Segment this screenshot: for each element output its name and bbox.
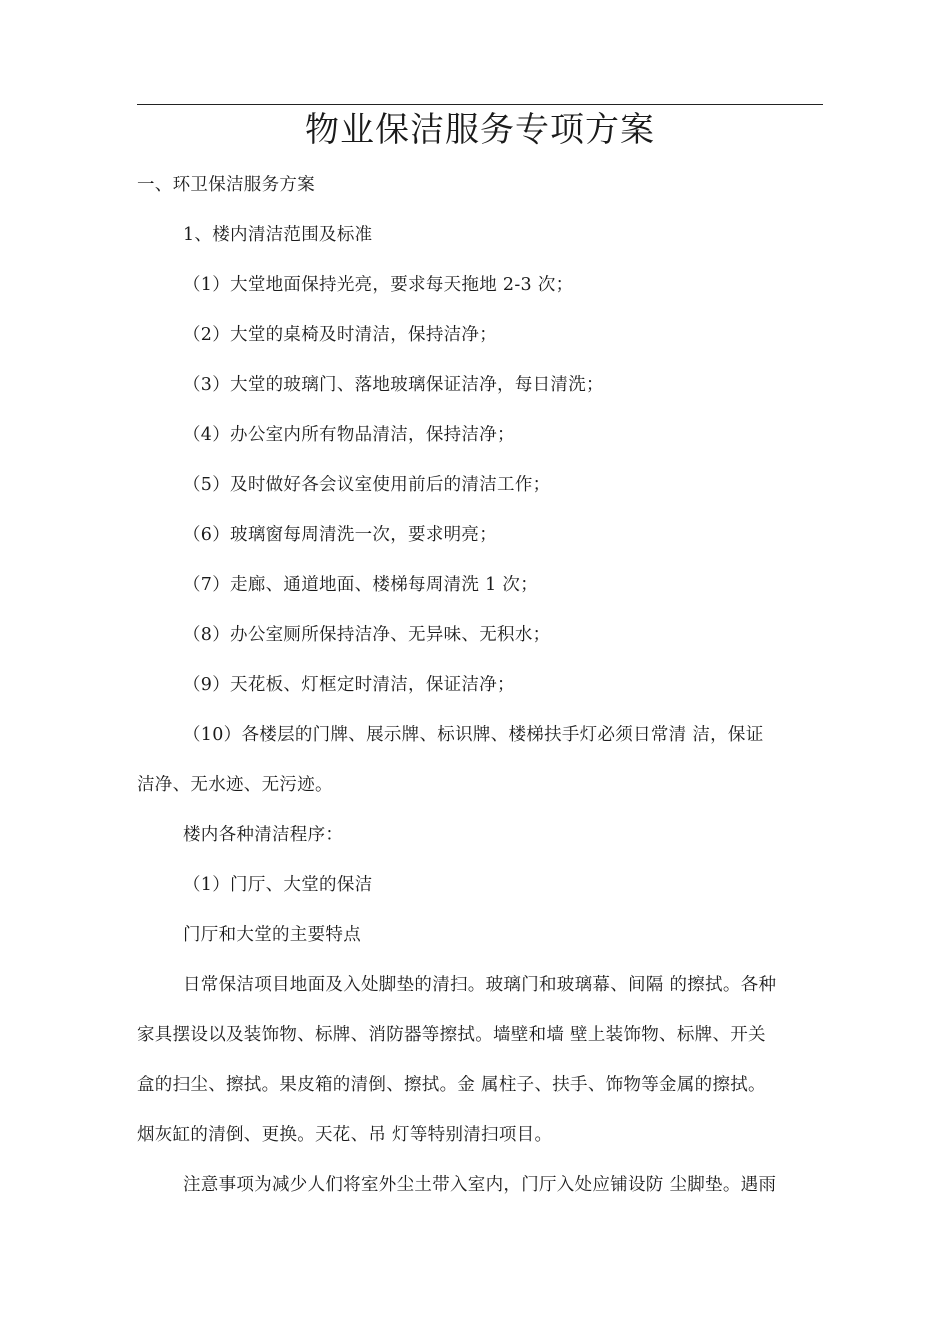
standard-item-10-line-2: 洁净、无水迹、无污迹。 (137, 775, 333, 795)
standard-item-4: （4）办公室内所有物品清洁，保持洁净； (183, 425, 515, 445)
header-rule (137, 104, 823, 105)
standard-item-8: （8）办公室厕所保持洁净、无异味、无积水； (183, 625, 551, 645)
procedure-1-heading: （1）门厅、大堂的保洁 (183, 875, 373, 895)
standard-item-6: （6）玻璃窗每周清洗一次，要求明亮； (183, 525, 498, 545)
document-title: 物业保洁服务专项方案 (305, 110, 655, 150)
standard-item-2: （2）大堂的桌椅及时清洁，保持洁净； (183, 325, 498, 345)
features-heading: 门厅和大堂的主要特点 (183, 925, 361, 945)
standard-item-1: （1）大堂地面保持光亮，要求每天拖地 2-3 次； (183, 275, 574, 295)
standard-item-10-line-1: （10）各楼层的门牌、展示牌、标识牌、楼梯扶手灯必须日常清 洁，保证 (183, 725, 764, 745)
paragraph-line: 家具摆设以及装饰物、标牌、消防器等擦拭。墙壁和墙 壁上装饰物、标牌、开关 (137, 1025, 766, 1045)
standard-item-7: （7）走廊、通道地面、楼梯每周清洗 1 次； (183, 575, 538, 595)
standard-item-5: （5）及时做好各会议室使用前后的清洁工作； (183, 475, 551, 495)
paragraph-line: 盒的扫尘、擦拭。果皮箱的清倒、擦拭。金 属柱子、扶手、饰物等金属的擦拭。 (137, 1075, 766, 1095)
standard-item-3: （3）大堂的玻璃门、落地玻璃保证洁净，每日清洗； (183, 375, 604, 395)
section-heading: 一、环卫保洁服务方案 (137, 175, 315, 195)
standard-item-9: （9）天花板、灯框定时清洁，保证洁净； (183, 675, 515, 695)
paragraph-line: 日常保洁项目地面及入处脚垫的清扫。玻璃门和玻璃幕、间隔 的擦拭。各种 (183, 975, 777, 995)
procedures-heading: 楼内各种清洁程序： (183, 825, 344, 845)
subsection-heading: 1、楼内清洁范围及标准 (183, 225, 373, 245)
paragraph-line: 烟灰缸的清倒、更换。天花、吊 灯等特别清扫项目。 (137, 1125, 553, 1145)
notes-line: 注意事项为减少人们将室外尘土带入室内，门厅入处应铺设防 尘脚垫。遇雨 (183, 1175, 777, 1195)
